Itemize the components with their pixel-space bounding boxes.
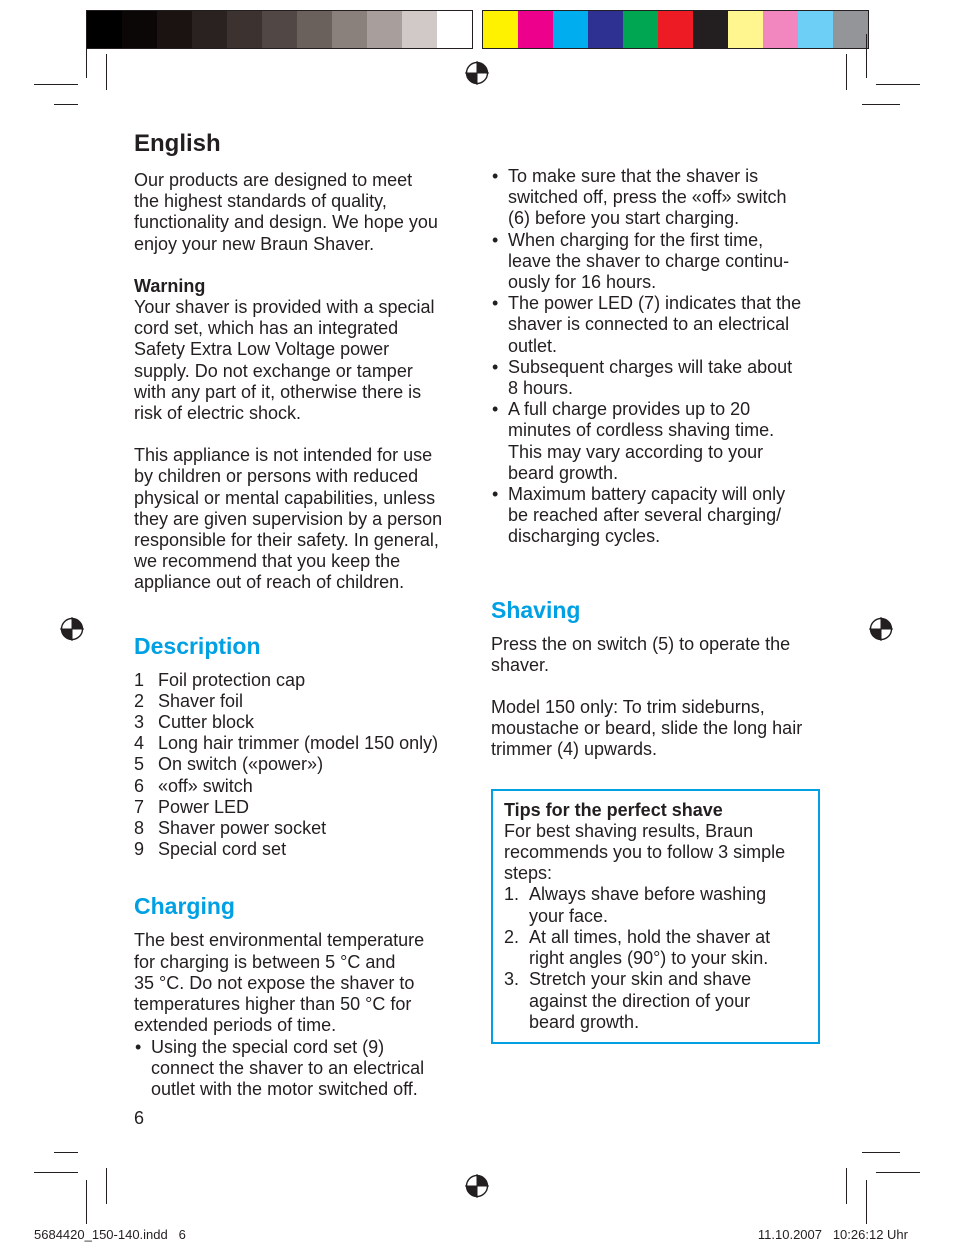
- list-item: • Using the special cord set (9) connect the shaver to an electrical outlet with the motor switched off.: [134, 1037, 464, 1101]
- tips-steps-list: [504, 884, 808, 1032]
- charging-paragraph: The best environmental temperature for charging is between 5 °C and 35 °C. Do not expose the shaver to temperatures higher than 50 °C for extended periods of time.: [134, 930, 425, 1036]
- grayscale-swatch: [297, 11, 332, 48]
- grayscale-swatch: [332, 11, 367, 48]
- process-swatch: [833, 11, 868, 48]
- list-item: 7 Power LED: [134, 796, 250, 817]
- footer-timestamp: 11.10.2007 10:26:12 Uhr: [757, 1227, 908, 1242]
- right-column: [491, 166, 831, 1044]
- process-swatch: [483, 11, 518, 48]
- tips-box: [491, 789, 820, 1044]
- process-swatch: [763, 11, 798, 48]
- children-paragraph: This appliance is not intended for use by children or persons with reduced physical or mental capabilities, unless they are given supervision by a person responsible for their safety. In general, we recommend that you keep the appliance out of reach of children.: [134, 445, 443, 593]
- shaving-heading: Shaving: [491, 596, 581, 623]
- list-item: 3 Cutter block: [134, 712, 255, 733]
- charging-heading: Charging: [134, 893, 235, 920]
- list-item: 1. Always shave before washing your face.: [504, 884, 767, 926]
- process-swatch: [623, 11, 658, 48]
- grayscale-swatch: [262, 11, 297, 48]
- footer-file-info: 5684420_150-140.indd 6: [34, 1227, 186, 1242]
- grayscale-swatch: [402, 11, 437, 48]
- page-title: English: [134, 130, 221, 157]
- grayscale-swatch: [227, 11, 262, 48]
- list-item: 2 Shaver foil: [134, 690, 244, 711]
- list-item: • To make sure that the shaver is switched off, press the «off» switch (6) before you start charging.: [491, 166, 831, 230]
- process-swatch: [693, 11, 728, 48]
- list-item: 3. Stretch your skin and shave against the direction of your beard growth.: [504, 969, 752, 1032]
- list-item: 2. At all times, hold the shaver at right angles (90°) to your skin.: [504, 926, 771, 969]
- registration-mark-right-icon: [869, 617, 893, 641]
- list-item: • Subsequent charges will take about 8 hours.: [491, 357, 831, 399]
- list-item: • The power LED (7) indicates that the shaver is connected to an electrical outlet.: [491, 293, 831, 357]
- grayscale-swatch: [437, 11, 472, 48]
- grayscale-swatch: [122, 11, 157, 48]
- list-item: 4 Long hair trimmer (model 150 only): [134, 733, 439, 754]
- grayscale-swatch: [157, 11, 192, 48]
- charging-notes-list: [491, 166, 831, 548]
- list-item: 9 Special cord set: [134, 839, 287, 860]
- list-item: 6 «off» switch: [134, 775, 253, 796]
- list-item: • Maximum battery capacity will only be reached after several charging/ discharging cycles.: [491, 484, 831, 548]
- left-column: [134, 128, 464, 1100]
- process-swatch: [798, 11, 833, 48]
- list-item: 8 Shaver power socket: [134, 818, 327, 839]
- parts-list: [134, 670, 464, 861]
- page-number: 6: [134, 1108, 145, 1128]
- list-item: 1 Foil protection cap: [134, 669, 306, 690]
- registration-mark-top-icon: [465, 61, 489, 85]
- process-swatch: [518, 11, 553, 48]
- list-item: 5 On switch («power»): [134, 754, 324, 775]
- description-heading: Description: [134, 632, 261, 659]
- shaving-paragraph: Press the on switch (5) to operate the shaver.: [491, 633, 791, 675]
- grayscale-swatch: [192, 11, 227, 48]
- process-color-bar: [482, 10, 869, 49]
- process-swatch: [728, 11, 763, 48]
- grayscale-swatch: [87, 11, 122, 48]
- model-paragraph: Model 150 only: To trim sideburns, moustache or beard, slide the long hair trimmer (4) upwards.: [491, 697, 803, 760]
- process-swatch: [588, 11, 623, 48]
- list-item: • A full charge provides up to 20 minutes of cordless shaving time. This may vary according to your beard growth.: [491, 399, 831, 484]
- process-swatch: [553, 11, 588, 48]
- grayscale-color-bar: [86, 10, 473, 49]
- tips-heading: Tips for the perfect shave: [504, 799, 723, 820]
- grayscale-swatch: [367, 11, 402, 48]
- registration-mark-bottom-icon: [465, 1174, 489, 1198]
- list-item: • When charging for the first time, leave the shaver to charge continu- ously for 16 hours.: [491, 230, 831, 294]
- registration-mark-left-icon: [60, 617, 84, 641]
- tips-intro: For best shaving results, Braun recommends you to follow 3 simple steps:: [504, 820, 786, 884]
- process-swatch: [658, 11, 693, 48]
- warning-paragraph: Your shaver is provided with a special cord set, which has an integrated Safety Extra Low Voltage power supply. Do not exchange or tamper with any part of it, otherwise there is risk of electric shock.: [134, 297, 435, 424]
- charging-bullet-list: [134, 1037, 464, 1101]
- intro-paragraph: Our products are designed to meet the highest standards of quality, functionality and design. We hope you enjoy your new Braun Shaver.: [134, 170, 438, 254]
- warning-heading: Warning: [134, 275, 206, 296]
